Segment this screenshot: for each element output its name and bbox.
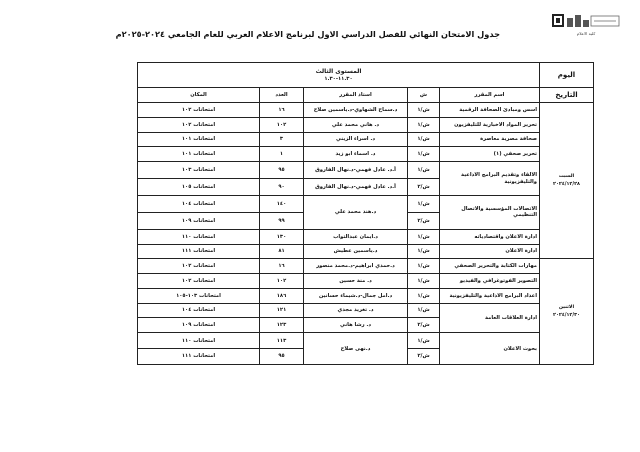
teacher-name: د. تغريد مجدي — [304, 303, 408, 318]
student-count: ٩٥ — [260, 162, 304, 179]
day2-cell — [540, 259, 594, 365]
exam-room: امتحانات ١٠٢ — [138, 103, 260, 118]
course-name: ادارة العلاقات العامة — [440, 303, 540, 333]
group-code: ش/١ — [408, 333, 440, 349]
exam-room: امتحانات ١١٠ — [138, 229, 260, 244]
teacher-name: د.حمدي ابراهيم-د.محمد منصور — [304, 259, 408, 274]
exam-room: امتحانات ١٠٤ — [138, 196, 260, 213]
group-code: ش/١ — [408, 147, 440, 162]
logo-caption: كلية الاعلام — [576, 31, 596, 36]
student-count: ١ — [260, 147, 304, 162]
table-row — [138, 132, 594, 147]
table-row — [138, 103, 594, 118]
student-count: ١٠٢ — [260, 117, 304, 132]
group-code: ش/٢ — [408, 349, 440, 365]
course-name: تحرير المواد الاخبارية للتليفزيون — [440, 117, 540, 132]
group-code: ش/١ — [408, 229, 440, 244]
level-header — [138, 63, 540, 88]
group-code: ش/١ — [408, 162, 440, 179]
student-count: ٩٠ — [260, 179, 304, 196]
table-row — [138, 162, 594, 179]
exam-room: امتحانات ١٠٢ — [138, 117, 260, 132]
teacher-name: د.هند محمد علي — [304, 196, 408, 230]
student-count: ١٨٦ — [260, 288, 304, 303]
table-row — [138, 333, 594, 349]
teacher-name: د. هاني محمد علي — [304, 117, 408, 132]
group-code: ش/١ — [408, 196, 440, 213]
exam-time: ١١.٣٠-١.٣٠ — [324, 75, 353, 82]
teacher-name: أ.د. عادل فهمي-د.نهال الفاروق — [304, 162, 408, 179]
exam-room: امتحانات ١٠٢ — [138, 259, 260, 274]
course-header: اسم المقرر — [440, 88, 540, 103]
group-header: ش — [408, 88, 440, 103]
course-name: التصوير الفوتوغرافي والفيديو — [440, 274, 540, 289]
exam-room: امتحانات ١٠٢ — [138, 274, 260, 289]
teacher-name: أ.د. عادل فهمي-د.نهال الفاروق — [304, 179, 408, 196]
group-code: ش/١ — [408, 103, 440, 118]
day-header: اليوم — [540, 63, 594, 88]
document-title: جدول الامتحان النهائي للفصل الدراسي الاول لبرنامج الاعلام العربي للعام الجامعي ٢٠٢٤-٢٠٢٥م — [115, 29, 500, 39]
course-name: اعداد البرامج الاذاعية والتليفزيونية — [440, 288, 540, 303]
table-row — [138, 303, 594, 318]
student-count: ١٢٣ — [260, 318, 304, 333]
day2-date: ٢٠٢٤/١٢/٣٠ — [553, 312, 580, 318]
exam-room: امتحانات ١٠١ — [138, 132, 260, 147]
table-row — [138, 244, 594, 259]
student-count: ١٣٠ — [260, 229, 304, 244]
student-count: ٩٩ — [260, 212, 304, 229]
student-count: ١٤٠ — [260, 196, 304, 213]
day1-name: السبت — [558, 173, 575, 179]
teacher-name: د. منة حسين — [304, 274, 408, 289]
course-name: ادارة الاعلان واقتصادياته — [440, 229, 540, 244]
course-name: ادارة الاعلان — [440, 244, 540, 259]
student-count: ١٢١ — [260, 303, 304, 318]
course-name: صحافة مصرية معاصرة — [440, 132, 540, 147]
teacher-name: د. اسراء الزيني — [304, 132, 408, 147]
teacher-name: د. رشا هاني — [304, 318, 408, 333]
course-name: اسس ومبادئ الصحافة الرقمية — [440, 103, 540, 118]
exam-room: امتحانات ١٠٣ — [138, 162, 260, 179]
course-name: الالقاء وتقديم البرامج الاذاعية والتليفزيونية — [440, 162, 540, 196]
teacher-name: د.امل جمال-د.شيماء حسانين — [304, 288, 408, 303]
course-name: الاتصالات المؤسسية والاتصال التنظيمي — [440, 196, 540, 230]
teacher-name: د.نهى صلاح — [304, 333, 408, 365]
exam-room: امتحانات ١٠٣-١٠٥ — [138, 288, 260, 303]
group-code: ش/١ — [408, 244, 440, 259]
student-count: ١٦ — [260, 103, 304, 118]
course-name: مهارات الكتابة والتحرير الصحفي — [440, 259, 540, 274]
student-count: ٨١ — [260, 244, 304, 259]
table-row — [138, 196, 594, 213]
group-code: ش/١ — [408, 288, 440, 303]
group-code: ش/١ — [408, 274, 440, 289]
exam-schedule-table — [137, 62, 594, 365]
table-row — [138, 229, 594, 244]
place-header: المكان — [138, 88, 260, 103]
student-count: ٩٥ — [260, 349, 304, 365]
student-count: ٣ — [260, 132, 304, 147]
teacher-name: د.ايمان عبدالتواب — [304, 229, 408, 244]
count-header: العدد — [260, 88, 304, 103]
teacher-name: د. اسماء ابو زيد — [304, 147, 408, 162]
teacher-name: د.ياسمين عطيش — [304, 244, 408, 259]
course-name: تحرير صحفي (١) — [440, 147, 540, 162]
day1-date: ٢٠٢٤/١٢/٢٨ — [553, 181, 580, 187]
exam-room: امتحانات ١١١ — [138, 244, 260, 259]
student-count: ١١٣ — [260, 333, 304, 349]
table-row — [138, 147, 594, 162]
group-code: ش/٢ — [408, 212, 440, 229]
exam-room: امتحانات ١٠٩ — [138, 212, 260, 229]
day1-cell — [540, 103, 594, 259]
date-header: التاريخ — [540, 88, 594, 103]
student-count: ١٦ — [260, 259, 304, 274]
group-code: ش/١ — [408, 259, 440, 274]
exam-room: امتحانات ١٠٥ — [138, 179, 260, 196]
table-row — [138, 259, 594, 274]
faculty-logo — [551, 12, 621, 30]
table-row — [138, 117, 594, 132]
group-code: ش/١ — [408, 117, 440, 132]
group-code: ش/٢ — [408, 179, 440, 196]
exam-room: امتحانات ١٠٩ — [138, 318, 260, 333]
table-row — [138, 274, 594, 289]
exam-room: امتحانات ١١١ — [138, 349, 260, 365]
course-name: بحوث الاعلان — [440, 333, 540, 365]
level-label: المستوى الثالث — [315, 68, 362, 76]
group-code: ش/١ — [408, 132, 440, 147]
exam-room: امتحانات ١١٠ — [138, 333, 260, 349]
exam-room: امتحانات ١٠٤ — [138, 303, 260, 318]
teacher-name: د.سماح الشهاوي-د.ياسمين صلاح — [304, 103, 408, 118]
group-code: ش/٢ — [408, 318, 440, 333]
group-code: ش/١ — [408, 303, 440, 318]
student-count: ١٠٢ — [260, 274, 304, 289]
day2-name: الاثنين — [558, 304, 575, 310]
teacher-header: استاذ المقرر — [304, 88, 408, 103]
table-row — [138, 288, 594, 303]
exam-room: امتحانات ١٠١ — [138, 147, 260, 162]
